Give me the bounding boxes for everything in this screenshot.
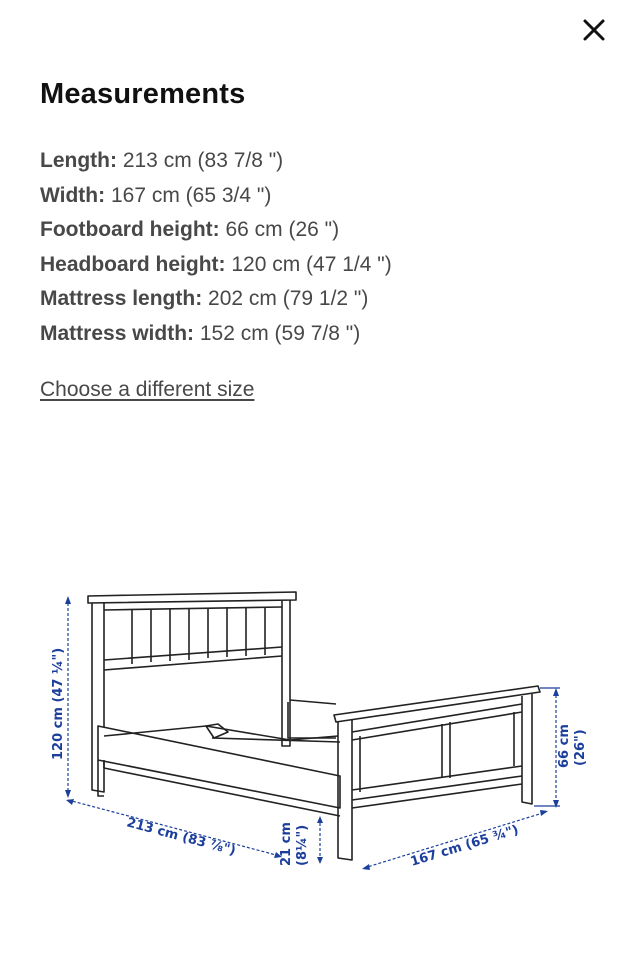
spec-value: 66 cm (26 ") [219,218,340,242]
choose-size-link[interactable]: Choose a different size [40,378,255,401]
spec-value: 120 cm (47 1/4 ") [225,252,392,276]
spec-label: Width: [40,183,106,207]
footboard-in-label: (26") [573,729,588,766]
spec-value: 152 cm (59 7/8 ") [194,321,361,345]
close-icon [578,14,610,46]
spec-width [40,179,392,214]
spec-label: Mattress length: [40,287,203,311]
spec-value: 167 cm (65 3/4 ") [105,183,272,207]
footboard-cm-label: 66 cm [557,724,572,768]
spec-headboard-height [40,248,392,283]
headboard-height-label: 120 cm (47 ¼") [51,647,66,760]
bed-dimension-drawing [0,560,640,900]
spec-footboard-height [40,213,392,248]
measurements-list [40,144,392,352]
spec-label: Headboard height: [40,252,226,276]
bed-illustration [88,592,540,860]
close-button[interactable] [578,14,610,46]
spec-mattress-width [40,317,392,352]
width-label: 167 cm (65 ¾") [408,822,521,870]
spec-label: Mattress width: [40,321,195,345]
spec-length [40,144,392,179]
spec-label: Footboard height: [40,218,220,242]
clearance-cm-label: 21 cm [279,822,294,866]
page-title: Measurements [40,78,246,110]
spec-label: Length: [40,149,117,172]
length-label: 213 cm (83 ⅞") [124,815,238,859]
spec-mattress-length [40,282,392,317]
clearance-in-label: (8¼") [295,824,310,866]
spec-value: 202 cm (79 1/2 ") [202,287,369,311]
spec-value: 213 cm (83 7/8 ") [116,149,284,172]
